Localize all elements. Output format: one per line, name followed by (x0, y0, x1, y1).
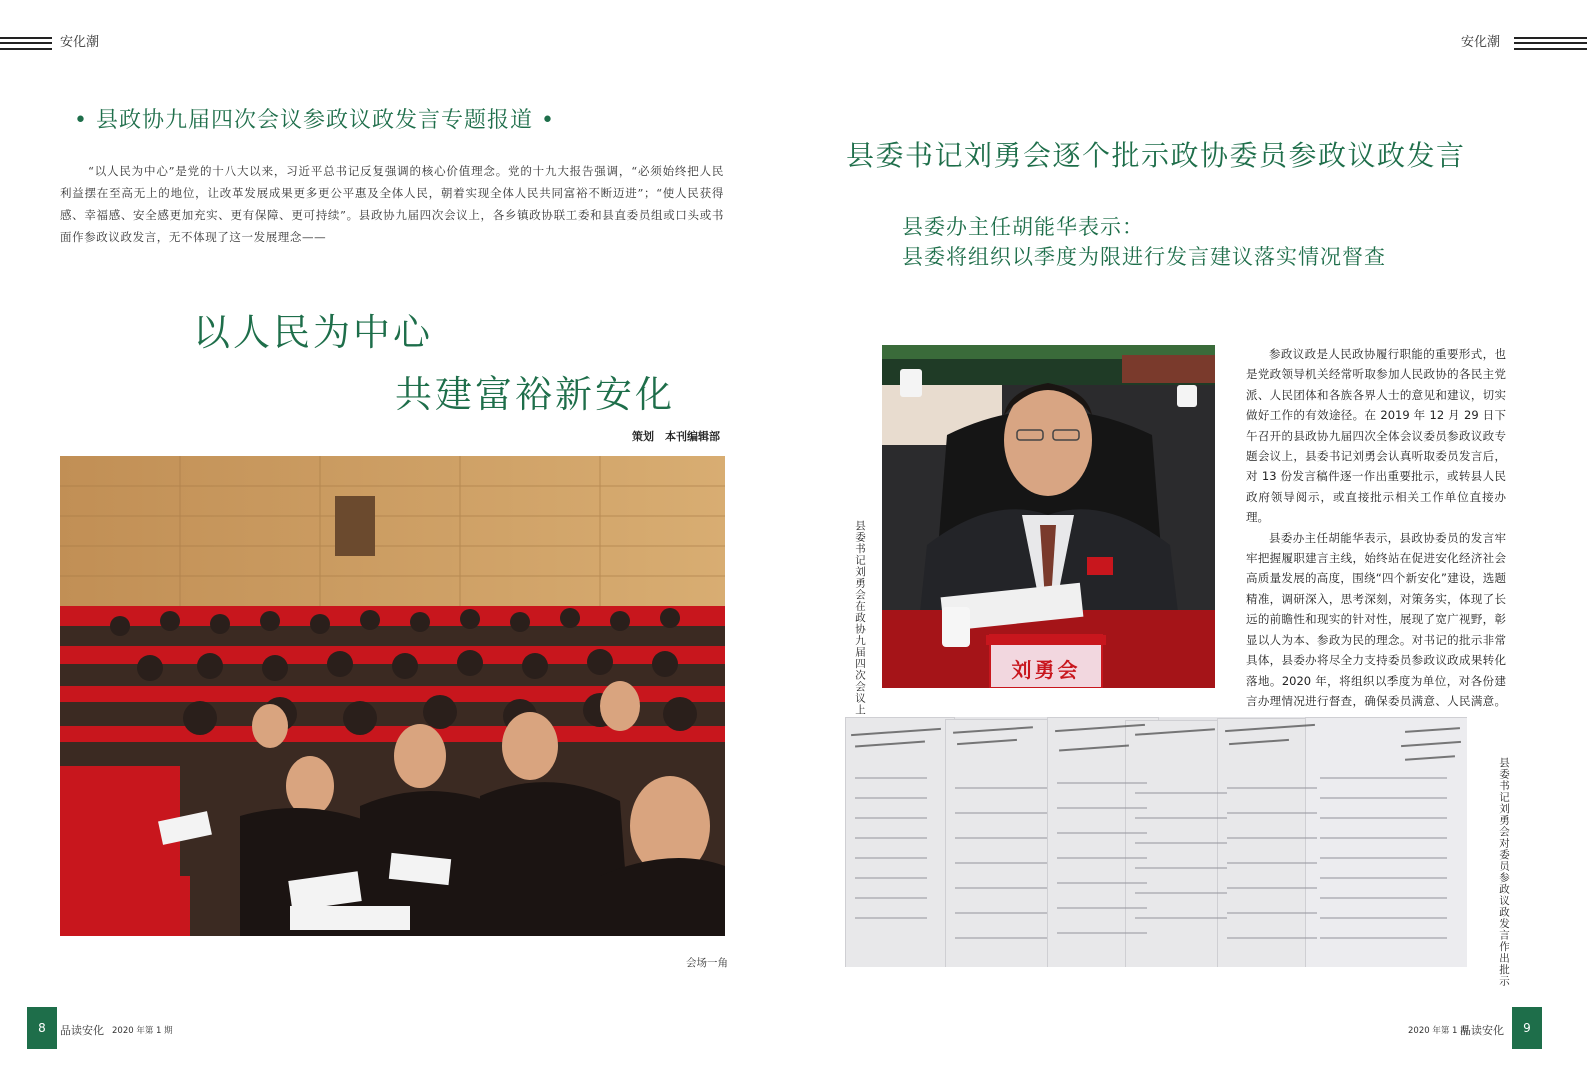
intro-paragraph: “以人民为中心”是党的十八大以来，习近平总书记反复强调的核心价值理念。党的十九大报告强调，“必须始终把人民利益摆在至高无上的地位，让改革发展成果更多更公平惠及全体人民，朝着实现全体人民共同富裕不断迈进”；“使人民获得感、幸福感、安全感更加充实、更有保障、更可持续”。县政协九届四次会议上，各乡镇政协联工委和县直委员组或口头或书面作参政议政发言，无不体现了这一发展理念—— (60, 164, 724, 244)
annotated-documents-photo (845, 717, 1467, 967)
header-left-rule (0, 37, 52, 50)
conference-hall-photo (60, 456, 725, 936)
document-sheet (1305, 717, 1467, 967)
credit-line: 策划 本刊编辑部 (632, 430, 720, 443)
photo1-vertical-caption: 县委书记刘勇会在政协九届四次会议上 (854, 520, 866, 716)
article-body (1246, 344, 1506, 732)
header-left-label: 安化潮 (60, 35, 100, 50)
right-page-number: 9 (1512, 1007, 1542, 1049)
body-paragraph-2-text: 县委办主任胡能华表示，县政协委员的发言牢牢把握履职建言主线，始终站在促进安化经济社会高质量发展的高度，围绕“四个新安化”建设，选题精准，调研深入，思考深刻，对策务实，体现了长远的前瞻性和现实的针对性，展现了宽广视野，彰显以人为本、参政为民的理念。对书记的批示非常具体，县委办将尽全力支持委员参政议政成果转化落地。2020 年，将组织以季度为单位，对各份建言办理情况进行督查，确保委员满意、人民满意。 (1246, 530, 1506, 708)
document-sheet (845, 717, 955, 967)
right-footer-magazine: 品读安化 (1460, 1024, 1504, 1037)
photo-caption: 会场一角 (686, 957, 728, 969)
left-footer-magazine: 品读安化 (60, 1024, 104, 1037)
body-paragraph-2 (1246, 528, 1506, 732)
right-footer-issue: 2020 年第 1 期 (1408, 1026, 1469, 1036)
document-sheet (945, 719, 1059, 967)
left-page-number: 8 (27, 1007, 57, 1049)
left-footer-issue: 2020 年第 1 期 (112, 1026, 173, 1036)
article-subtitle-line2: 县委将组织以季度为限进行发言建议落实情况督查 (902, 245, 1386, 269)
name-plate-text: 刘勇会 (1011, 658, 1081, 682)
article-title: 县委书记刘勇会逐个批示政协委员参政议政发言 (846, 139, 1466, 172)
header-right-rule (1514, 37, 1587, 50)
feature-title-line2: 共建富裕新安化 (395, 373, 675, 416)
feature-title-line1: 以人民为中心 (193, 311, 433, 354)
series-title: • 县政协九届四次会议参政议政发言专题报道 • (74, 108, 555, 133)
photo2-vertical-caption: 县委书记刘勇会对委员参政议政发言作出批示 (1498, 757, 1510, 987)
secretary-portrait-photo (882, 345, 1215, 688)
body-paragraph-1: 参政议政是人民政协履行职能的重要形式，也是党政领导机关经常听取参加人民政协的各民主党派、人民团体和各族各界人士的意见和建议，切实做好工作的有效途径。在 2019 年 12 月 29 日下午召开的县政协九届四次全体会议委员参政议政专题会议上，县委书记刘勇会认真听取委员发言后，对 13 份发言稿件逐一作出重要批示，或转县人民政府领导阅示，或直接批示相关工作单位直接办理。 (1246, 347, 1506, 525)
article-subtitle-line1: 县委办主任胡能华表示： (902, 215, 1144, 239)
header-right-label: 安化潮 (1461, 35, 1501, 50)
